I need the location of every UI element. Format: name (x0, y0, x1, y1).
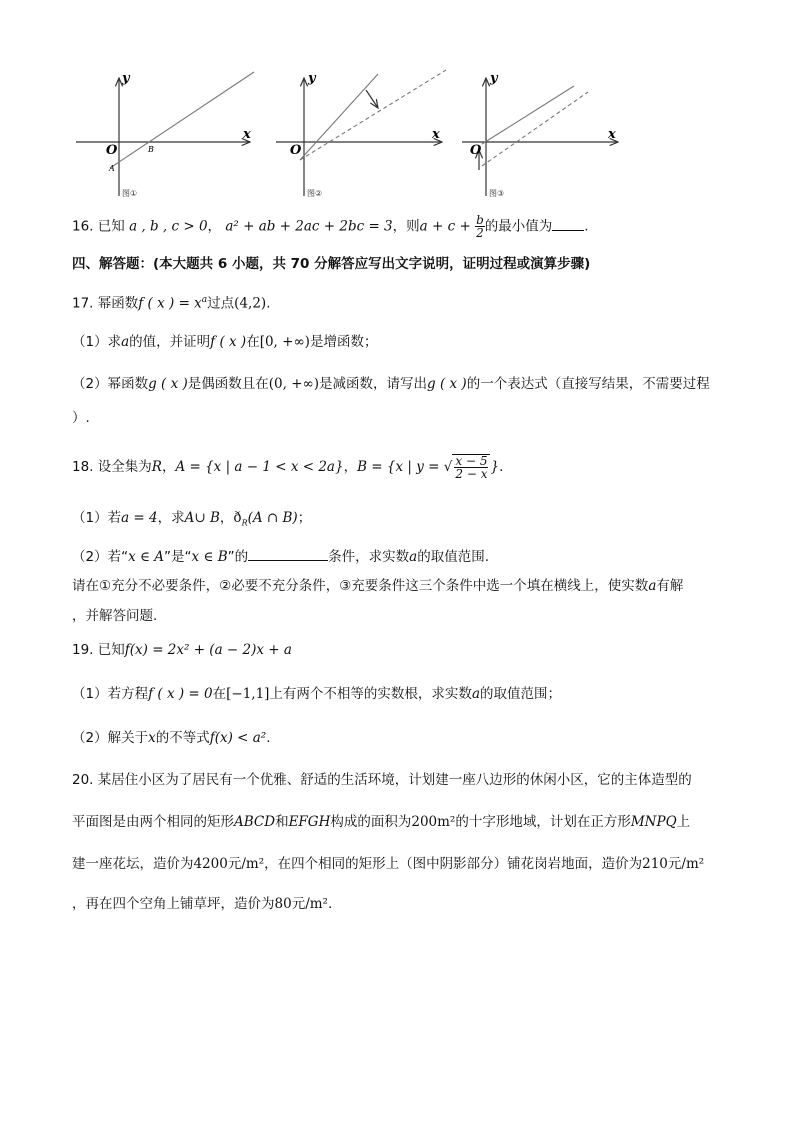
q17-point: (4,2) (234, 295, 267, 312)
question-20-line-4 (72, 894, 332, 914)
q18-p2-text: （2）若“ (72, 549, 129, 565)
q18-set-b-close: } (490, 459, 500, 475)
q18-p1-text-c: ， (219, 510, 234, 526)
q18-p1-intersection: (A ∩ B) (247, 510, 298, 526)
q18-p2-text-e: 的取值范围. (417, 549, 490, 565)
figure-caption: 图① (122, 189, 138, 198)
q18-text-b: ， (161, 459, 176, 475)
q18-p2-condition-a: x ∈ A (128, 549, 165, 565)
q20-l3-text-c: ，在四个相同的矩形上（图中阴影部分）铺花岗岩地面，造价为 (264, 856, 643, 872)
q19-p2-inequality: f(x) < a² (209, 730, 267, 746)
q18-text-c: ， (343, 459, 358, 475)
q20-price-flower: 4200 (193, 856, 228, 872)
q20-rect-efgh: EFGH (288, 814, 331, 830)
question-17-stem (72, 290, 270, 314)
q17-p2-function-2: g ( x ) (427, 376, 467, 392)
q17-p1-text-d: 是增函数； (309, 334, 378, 350)
q20-text: 平面图是由两个相同的矩形 (72, 814, 234, 830)
q18-sqrt-fraction (454, 455, 488, 480)
question-20-line-2 (72, 812, 690, 832)
q16-expression: a + c + (419, 218, 471, 235)
graph-line (300, 74, 378, 160)
sqrt-icon: √ (443, 459, 453, 475)
graph-line (482, 86, 574, 144)
question-19-stem (72, 640, 292, 660)
question-20-line-3 (72, 854, 704, 874)
dashed-line (482, 92, 588, 166)
q18-note-var: a (648, 578, 657, 594)
dashed-line (300, 70, 446, 160)
q18-universal-set: R (151, 459, 162, 475)
q18-p1-text-d: ； (297, 510, 312, 526)
q18-p1-condition: a = 4 (121, 510, 158, 526)
question-18-note (72, 576, 683, 596)
answer-blank[interactable] (248, 546, 328, 561)
q16-text-c: 的最小值为 (484, 218, 553, 235)
q18-set-b: B = {x | y = (357, 459, 440, 475)
q18-sqrt-den: 2 − x (455, 467, 488, 481)
question-17-part-2-end: ）. (72, 410, 90, 426)
complement-subscript: R (241, 518, 248, 528)
origin-label: O (290, 143, 302, 158)
q18-p2-text-c: ”的 (227, 549, 249, 565)
q18-p2-var: a (409, 549, 418, 565)
q18-note-text-b: 有解 (656, 578, 684, 594)
q20-l3-per-area-2: /m² (681, 856, 705, 872)
q16-fraction-den: 2 (476, 226, 484, 240)
q16-end: . (584, 218, 589, 235)
q19-function: f(x) = 2x² + (a − 2)x + a (124, 642, 292, 658)
q20-text-d: 的十字形地域，计划在正方形 (455, 814, 631, 830)
q18-p1-text: （1）若 (72, 510, 122, 526)
q17-p2-function: g ( x ) (148, 376, 188, 392)
question-18-note-end: ，并解答问题. (72, 608, 158, 624)
q18-p1-text-b: ，求 (157, 510, 185, 526)
q17-function: f ( x ) = x (138, 295, 202, 312)
q17-p1-var: a (121, 334, 130, 350)
q20-rect-abcd: ABCD (234, 814, 276, 830)
q20-text-b: 和 (275, 814, 289, 830)
question-19-part-2 (72, 728, 271, 748)
q20-square-mnpq: MNPQ (630, 814, 677, 830)
question-17-part-2 (72, 374, 710, 394)
q20-l3-unit-2: 元 (667, 856, 682, 872)
q17-exponent: a (201, 295, 208, 305)
q20-l4-text: ，再在四个空角上铺草坪，造价为 (72, 896, 275, 912)
question-16: 16. 已知 a , b , c > 0， a² + ab + 2ac + 2bc = 3，则a + c + $\frac{b}{2}$ 的最小值为 . (72, 213, 589, 240)
q20-l3-unit: 元 (227, 856, 242, 872)
q18-note-text: 请在①充分不必要条件，②必要不充分条件，③充要条件这三个条件中选一个填在横线上，使实数 (72, 578, 649, 594)
q18-p2-text-b: ”是“ (164, 549, 192, 565)
origin-label: O (106, 143, 118, 158)
q17-p1-text-c: 在 (246, 334, 260, 350)
q19-p1-interval: [−1,1] (226, 686, 270, 702)
q17-p1-text: （1）求 (72, 334, 122, 350)
q16-vars: a , b , c > 0 (129, 218, 208, 235)
y-axis-label: y (490, 71, 498, 86)
q17-text-b: 过点 (207, 295, 235, 312)
section-heading: 四、解答题：(本大题共 6 小题，共 70 分解答应写出文字说明，证明过程或演算步骤) (72, 256, 591, 272)
q18-sqrt (452, 454, 490, 480)
question-18-part-2 (72, 546, 489, 567)
question-19-part-1 (72, 684, 561, 704)
q19-p1-text-c: 上有两个不相等的实数根，求实数 (269, 686, 472, 702)
x-axis-label: x (432, 127, 440, 142)
q20-price-granite: 210 (642, 856, 668, 872)
q20-l3-per-area: /m² (241, 856, 265, 872)
q18-end: . (499, 459, 504, 475)
q20-l4-unit: 元 (291, 896, 306, 912)
q18-p1-union: A∪ B (184, 510, 220, 526)
q20-text-c: 构成的面积为 (330, 814, 412, 830)
origin-label: O (470, 143, 482, 158)
q16-fraction-num: b (476, 213, 484, 227)
q16-condition: a² + ab + 2ac + 2bc = 3 (225, 218, 393, 235)
figures-row (72, 68, 632, 204)
q17-text: 17. 幂函数 (72, 295, 139, 312)
y-axis-label: y (308, 71, 316, 86)
complement-symbol: ð (233, 510, 242, 526)
q16-text-b: ，则 (392, 218, 420, 235)
q20-l4-per-area: /m² (305, 896, 328, 912)
q19-p2-text-b: 的不等式 (155, 730, 210, 746)
q17-p2-text-d: 的一个表达式（直接写结果，不需要过程 (466, 376, 710, 392)
q18-sqrt-num: x − 5 (455, 454, 488, 468)
point-a-label: A (109, 164, 115, 173)
question-18-part-1 (72, 508, 311, 534)
x-axis-label: x (608, 127, 616, 142)
q19-p2-var: x (148, 730, 156, 746)
q20-price-grass: 80 (274, 896, 292, 912)
figure-3 (456, 68, 646, 204)
q16-fraction (475, 214, 485, 239)
q19-p1-equation: f ( x ) = 0 (148, 686, 213, 702)
q20-l4-end: . (327, 896, 333, 912)
q18-text: 18. 设全集为 (72, 459, 152, 475)
q19-p1-text-b: 在 (212, 686, 227, 702)
q17-p2-text-c: 是减函数，请写出 (319, 376, 428, 392)
q19-text: 19. 已知 (72, 642, 125, 658)
q19-p2-text: （2）解关于 (72, 730, 149, 746)
question-17-part-1 (72, 332, 377, 352)
q17-p1-function: f ( x ) (210, 334, 247, 350)
x-axis-label: x (243, 127, 251, 142)
q20-area: 200m² (411, 814, 456, 830)
q19-p1-text: （1）若方程 (72, 686, 149, 702)
q17-p1-text-b: 的值，并证明 (129, 334, 211, 350)
q19-p1-var: a (471, 686, 480, 702)
figure-caption: 图② (307, 189, 323, 198)
q17-end: . (266, 295, 271, 312)
q20-l3-text: 建一座花坛，造价为 (72, 856, 194, 872)
figure-2 (270, 68, 460, 204)
answer-blank[interactable] (552, 216, 584, 231)
y-axis-label: y (122, 71, 130, 86)
q17-p2-interval: (0, +∞) (268, 376, 320, 392)
graph-line (110, 72, 254, 168)
point-b-label: B (148, 145, 154, 154)
q18-set-a: A = {x | a − 1 < x < 2a} (175, 459, 344, 475)
q16-text: 16. 已知 (72, 218, 125, 235)
q17-p1-interval: [0, +∞) (259, 334, 310, 350)
rotation-arrow (366, 90, 378, 108)
q17-p2-text: （2）幂函数 (72, 376, 149, 392)
question-18-stem (72, 454, 503, 480)
question-20-line-1: 20. 某居住小区为了居民有一个优雅、舒适的生活环境，计划建一座八边形的休闲小区，它的主体造型的 (72, 772, 692, 788)
figure-caption: 图③ (489, 189, 505, 198)
q20-text-e: 上 (676, 814, 691, 830)
q18-p2-condition-b: x ∈ B (191, 549, 228, 565)
figure-1 (72, 68, 262, 204)
q19-p1-text-d: 的取值范围； (480, 686, 561, 702)
q18-p2-text-d: 条件，求实数 (328, 549, 410, 565)
q17-p2-text-b: 是偶函数且在 (187, 376, 269, 392)
q19-p2-end: . (266, 730, 271, 746)
